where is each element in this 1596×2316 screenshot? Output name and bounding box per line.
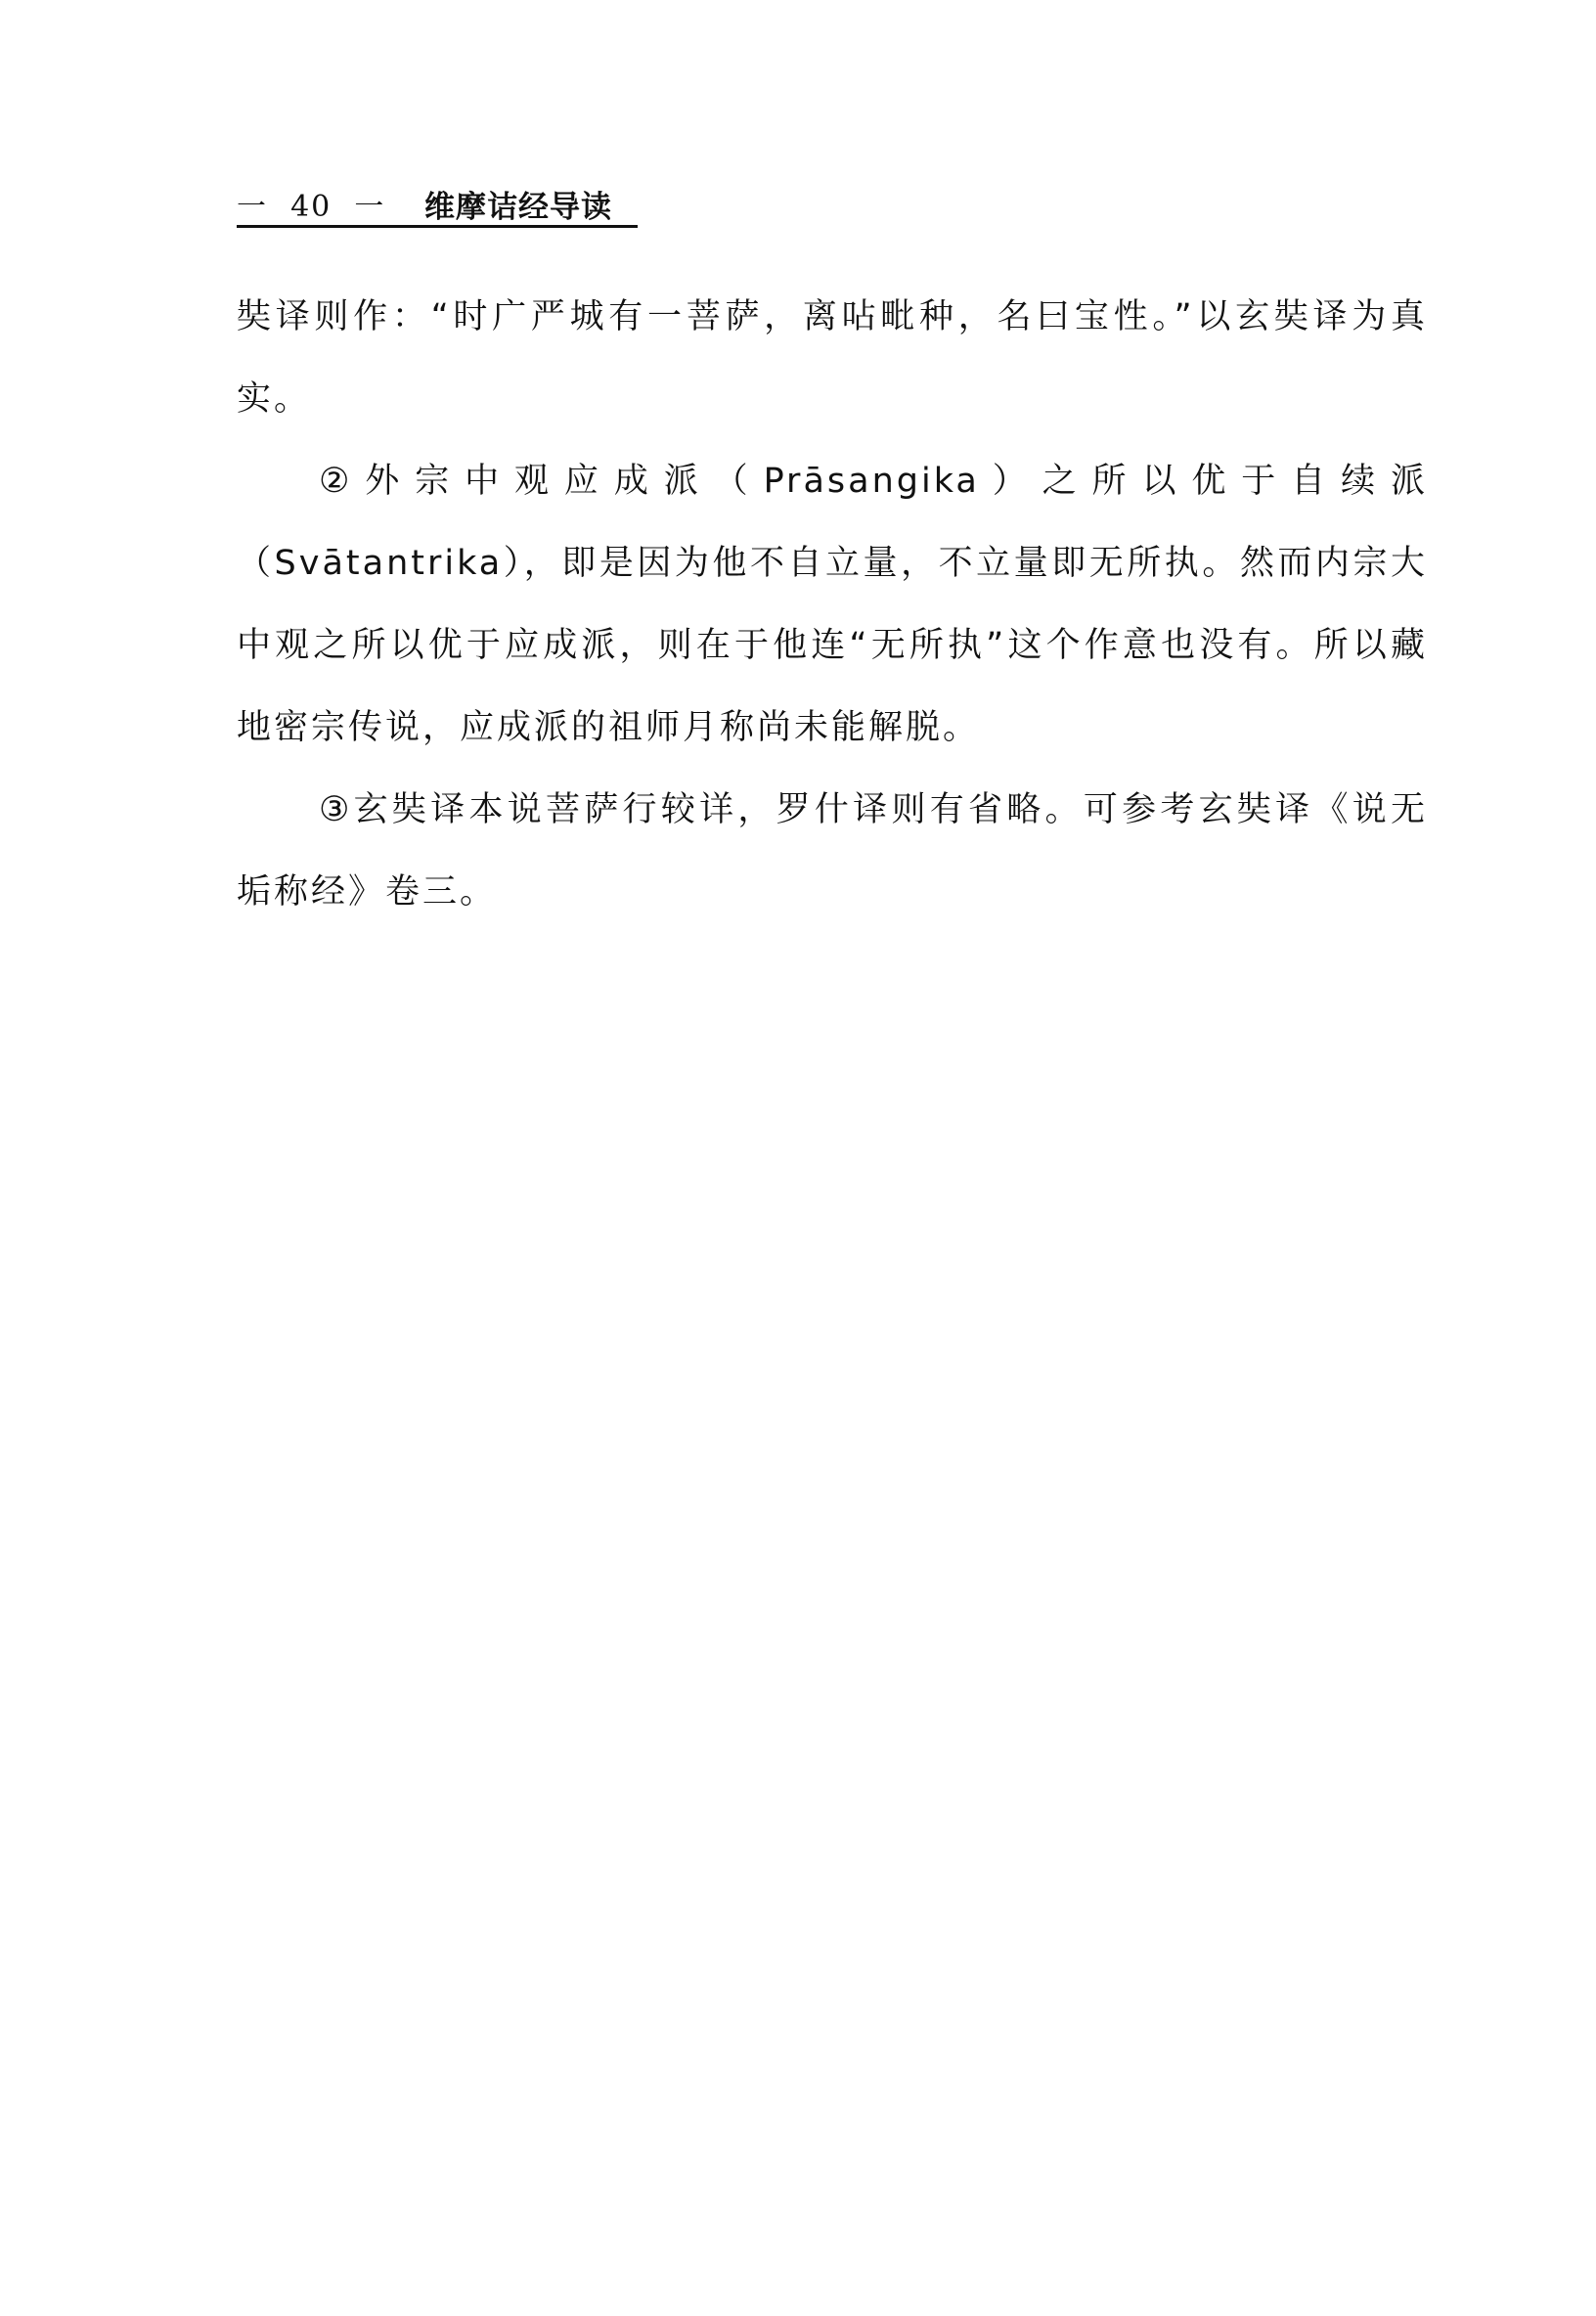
running-head	[237, 182, 647, 229]
note-3-paragraph: ③玄奘译本说菩萨行较详，罗什译则有省略。可参考玄奘译《说无垢称经》卷三。	[237, 790, 1428, 912]
note-2-paragraph: ②外宗中观应成派（Prāsangika）之所以优于自续派（Svātantrika），即是因为他不自立量，不立量即无所执。然而内宗大中观之所以优于应成派，则在于他连“无所执”这个作意也没有。所以藏地密宗传说，应成派的祖师月称尚未能解脱。	[237, 462, 1428, 747]
body-text	[237, 276, 1428, 933]
paragraph-continuation: 奘译则作：“时广严城有一菩萨，离呫毗种，名曰宝性。”以玄奘译为真实。	[237, 297, 1428, 419]
book-title: 维摩诘经导读	[424, 190, 612, 225]
page-number: 一 40 一	[237, 190, 386, 224]
header-rule	[237, 225, 638, 228]
